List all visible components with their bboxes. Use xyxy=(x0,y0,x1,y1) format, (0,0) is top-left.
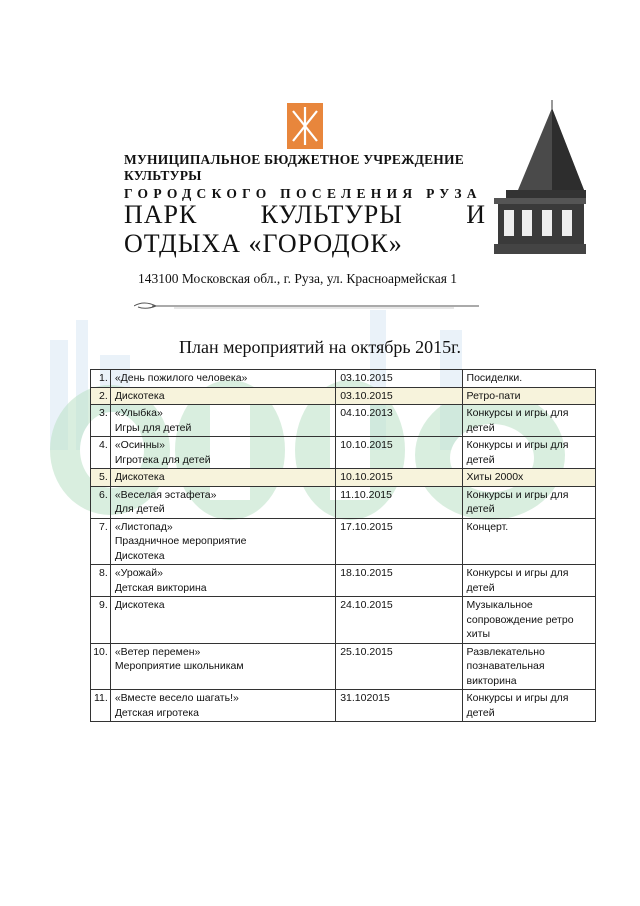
event-number: 4. xyxy=(91,437,111,469)
event-title: «Листопад» xyxy=(114,520,173,533)
organization-name xyxy=(124,152,504,203)
event-title: Дискотека xyxy=(114,389,165,402)
plan-title: План мероприятий на октябрь 2015г. xyxy=(179,337,461,357)
table-row xyxy=(91,387,596,405)
event-title: «Осинны» xyxy=(114,439,165,451)
event-name-cell xyxy=(110,597,335,644)
table-row xyxy=(91,597,596,644)
event-description: Конкурсы и игры для детей xyxy=(462,486,595,518)
event-description: Конкурсы и игры для детей xyxy=(462,405,595,437)
org-line-1: МУНИЦИПАЛЬНОЕ БЮДЖЕТНОЕ УЧРЕЖДЕНИЕ xyxy=(124,152,464,167)
event-title: «День пожилого человека» xyxy=(114,372,248,384)
event-title: Дискотека xyxy=(114,471,165,483)
event-name-cell xyxy=(110,643,335,690)
event-number: 7. xyxy=(91,518,111,565)
park-name-line-2: ОТДЫХА «ГОРОДОК» xyxy=(124,229,403,258)
event-subtitle: Детская игротека xyxy=(114,706,199,719)
event-date: 18.10.2015 xyxy=(336,565,462,597)
table-row xyxy=(91,518,596,565)
events-table xyxy=(90,369,596,722)
table-row xyxy=(91,565,596,597)
park-word-3: И xyxy=(466,200,486,229)
event-title: Дискотека xyxy=(114,599,165,611)
event-date: 24.10.2015 xyxy=(336,597,462,644)
event-description: Развлекательно познавательная викторина xyxy=(462,643,595,690)
org-line-2: КУЛЬТУРЫ xyxy=(124,168,202,183)
ornamental-divider xyxy=(134,296,484,316)
park-logo-icon xyxy=(287,103,323,149)
table-row xyxy=(91,486,596,518)
event-number: 6. xyxy=(91,486,111,518)
event-subtitle: Детская викторина xyxy=(114,581,207,594)
table-row xyxy=(91,437,596,469)
event-name-cell xyxy=(110,690,335,722)
event-subtitle: Игротека для детей xyxy=(114,453,211,466)
event-number: 1. xyxy=(91,370,111,388)
park-name-line-1 xyxy=(124,200,486,230)
event-number: 3. xyxy=(91,405,111,437)
event-date: 04.10.2013 xyxy=(336,405,462,437)
event-name-cell xyxy=(110,370,335,388)
event-title: «Улыбка» xyxy=(114,407,163,419)
event-subtitle: Мероприятие школьникам xyxy=(114,660,244,672)
event-description: Конкурсы и игры для детей xyxy=(462,565,595,597)
event-name-cell xyxy=(110,437,335,469)
event-date: 17.10.2015 xyxy=(336,518,462,565)
table-row xyxy=(91,690,596,722)
org-line-3: ГОРОДСКОГО ПОСЕЛЕНИЯ РУЗА xyxy=(124,186,482,201)
event-date: 10.10.2015 xyxy=(336,469,462,487)
event-name-cell xyxy=(110,486,335,518)
event-description: Концерт. xyxy=(462,518,595,565)
tower-illustration-icon xyxy=(490,98,586,258)
event-description: Хиты 2000х xyxy=(462,469,595,487)
park-word-2: КУЛЬТУРЫ xyxy=(260,200,403,229)
park-word-1: ПАРК xyxy=(124,200,198,229)
event-date: 03.10.2015 xyxy=(336,370,462,388)
event-description: Музыкальное сопровождение ретро хиты xyxy=(462,597,595,644)
event-name-cell xyxy=(110,387,335,405)
table-row xyxy=(91,469,596,487)
event-number: 2. xyxy=(91,387,111,405)
event-number: 8. xyxy=(91,565,111,597)
event-name-cell xyxy=(110,565,335,597)
event-title: «Вместе весело шагать!» xyxy=(114,692,239,704)
event-subtitle: Для детей xyxy=(114,503,165,515)
event-subtitle: Праздничное мероприятие xyxy=(114,535,247,547)
event-description: Посиделки. xyxy=(462,370,595,388)
event-title: «Веселая эстафета» xyxy=(114,488,217,501)
event-name-cell xyxy=(110,518,335,565)
event-name-cell xyxy=(110,405,335,437)
event-date: 10.10.2015 xyxy=(336,437,462,469)
address: 143100 Московская обл., г. Руза, ул. Красноармейская 1 xyxy=(138,271,458,286)
event-number: 9. xyxy=(91,597,111,644)
event-date: 31.102015 xyxy=(336,690,462,722)
event-subtitle-2: Дискотека xyxy=(114,549,165,562)
event-date: 11.10.2015 xyxy=(336,486,462,518)
table-row xyxy=(91,405,596,437)
event-number: 10. xyxy=(91,643,111,690)
event-name-cell xyxy=(110,469,335,487)
event-description: Ретро-пати xyxy=(462,387,595,405)
event-subtitle: Игры для детей xyxy=(114,421,192,434)
event-title: «Урожай» xyxy=(114,567,163,579)
event-title: «Ветер перемен» xyxy=(114,645,201,658)
event-date: 03.10.2015 xyxy=(336,387,462,405)
event-number: 5. xyxy=(91,469,111,487)
table-row xyxy=(91,370,596,388)
event-description: Конкурсы и игры для детей xyxy=(462,437,595,469)
event-date: 25.10.2015 xyxy=(336,643,462,690)
table-row xyxy=(91,643,596,690)
event-description: Конкурсы и игры для детей xyxy=(462,690,595,722)
event-number: 11. xyxy=(91,690,111,722)
